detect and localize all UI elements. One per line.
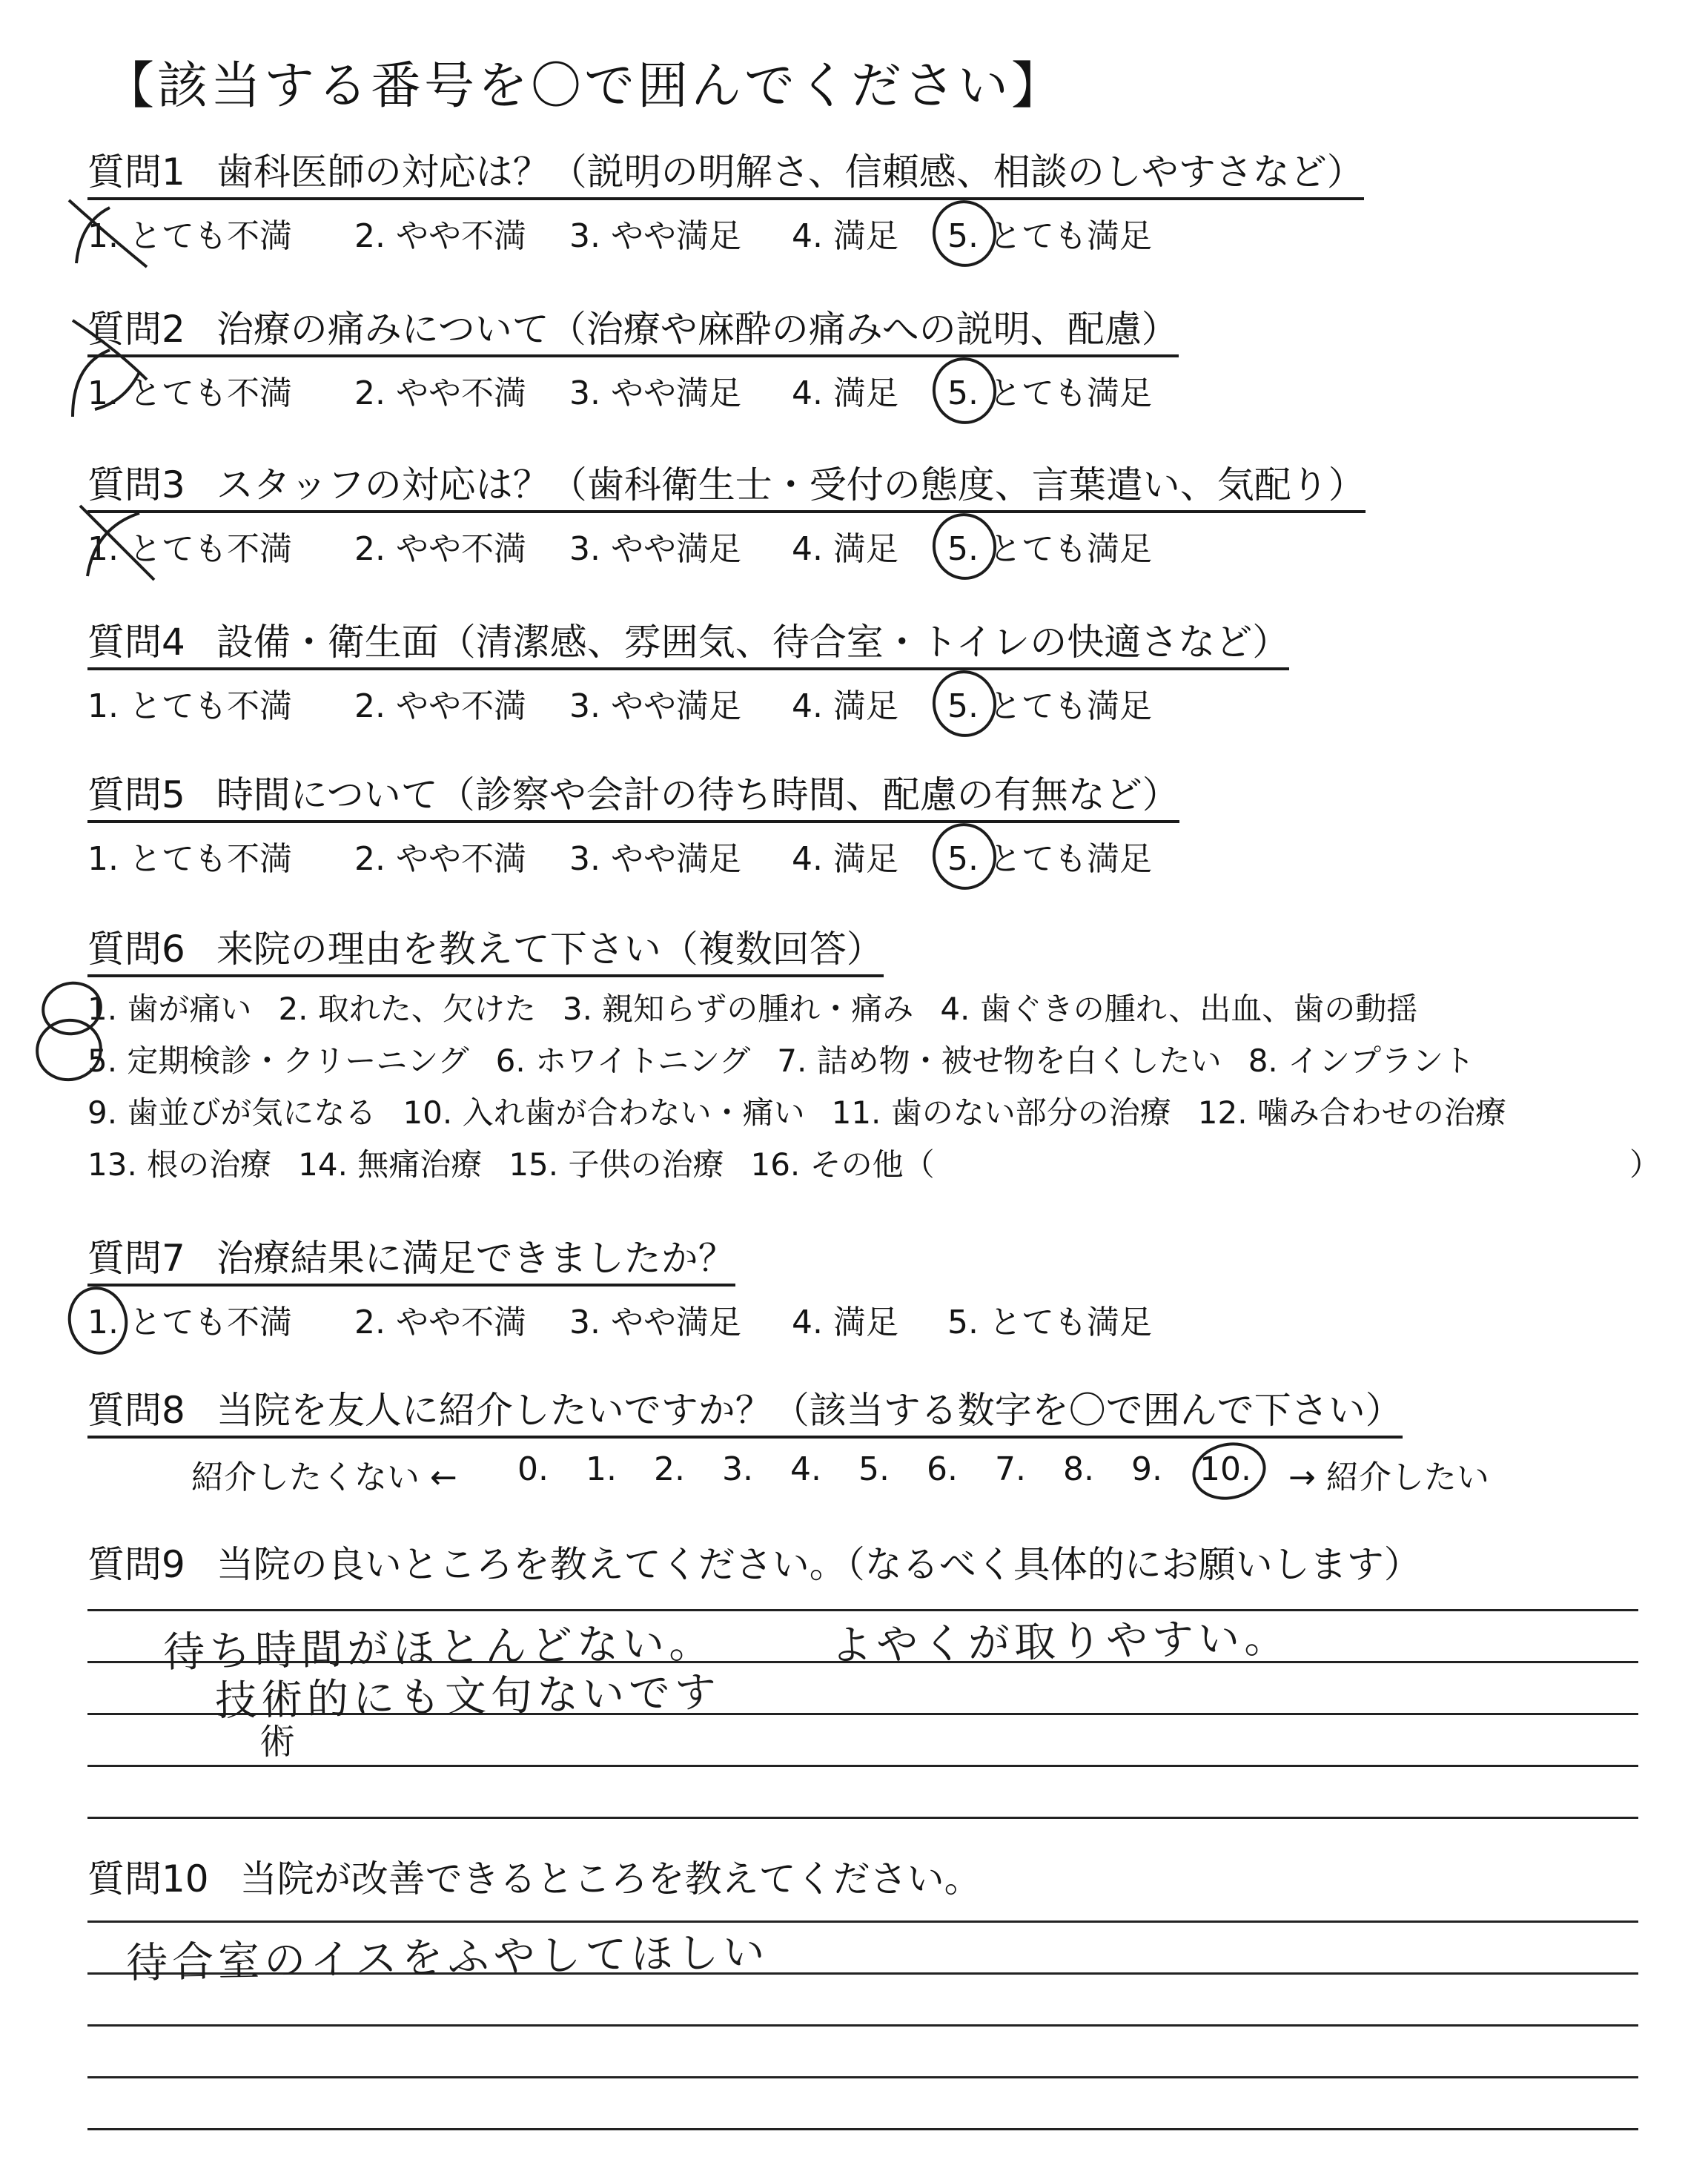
question-title: [87, 925, 884, 977]
question-text: 治療結果に満足できましたか？: [216, 1237, 735, 1280]
reason-option[interactable]: 15. 子供の治療: [509, 1146, 724, 1183]
question-7: [87, 1235, 1152, 1341]
rating-option-4[interactable]: 4. 満足: [792, 687, 898, 725]
rating-option-2[interactable]: 2. やや不満: [354, 530, 526, 568]
answer-line: [87, 1609, 1638, 1611]
question-number: 質問6: [87, 928, 185, 971]
question-number: 質問7: [87, 1237, 185, 1280]
rating-option-2[interactable]: 2. やや不満: [354, 217, 526, 255]
rating-option-3[interactable]: 3. やや満足: [569, 217, 741, 255]
reason-row: [87, 1037, 1501, 1081]
rating-option-5[interactable]: 5. とても満足: [947, 1304, 1152, 1341]
answer-line: [87, 1765, 1638, 1767]
reason-row: [87, 1140, 1661, 1185]
question-text: 当院を友人に紹介したいですか？（該当する数字を〇で囲んで下さい）: [216, 1389, 1403, 1432]
rating-option-5[interactable]: 5. とても満足: [947, 840, 1152, 878]
answer-line: [87, 2024, 1638, 2027]
rating-option-5[interactable]: 5. とても満足: [947, 374, 1152, 412]
rating-option-5[interactable]: 5. とても満足: [947, 217, 1152, 255]
reason-option[interactable]: 5. 定期検診・クリーニング: [87, 1043, 469, 1079]
question-number: 質問9: [87, 1543, 185, 1586]
question-8: [87, 1387, 1489, 1496]
question-4: [87, 618, 1290, 725]
question-title: [87, 148, 1364, 200]
question-text: 歯科医師の対応は？（説明の明解さ、信頼感、相談のしやすさなど）: [216, 151, 1364, 194]
scale-option-0[interactable]: 0.: [517, 1450, 549, 1488]
rating-option-3[interactable]: 3. やや満足: [569, 1304, 741, 1341]
rating-option-4[interactable]: 4. 満足: [792, 217, 898, 255]
question-9: [87, 1541, 1421, 1588]
rating-option-3[interactable]: 3. やや満足: [569, 530, 741, 568]
scale-option-3[interactable]: 3.: [722, 1450, 753, 1488]
scale-option-5[interactable]: 5.: [858, 1450, 890, 1488]
reason-option[interactable]: 7. 詰め物・被せ物を白くしたい: [777, 1043, 1222, 1079]
rating-option-1[interactable]: 1. とても不満: [87, 530, 292, 568]
question-title: [87, 1855, 982, 1903]
handwritten-answer: 術: [259, 1720, 300, 1763]
question-text: 当院の良いところを教えてください。（なるべく具体的にお願いします）: [216, 1543, 1421, 1586]
question-title: [87, 1387, 1403, 1439]
question-title: [87, 1541, 1421, 1588]
rating-option-3[interactable]: 3. やや満足: [569, 840, 741, 878]
answer-line: [87, 1920, 1638, 1923]
reason-row: [87, 985, 1444, 1029]
scale-option-4[interactable]: 4.: [790, 1450, 821, 1488]
other-close-paren: ）: [1629, 1146, 1661, 1183]
rating-option-2[interactable]: 2. やや不満: [354, 687, 526, 725]
answer-line: [87, 2076, 1638, 2078]
rating-option-5[interactable]: 5. とても満足: [947, 687, 1152, 725]
question-text: 当院が改善できるところを教えてください。: [239, 1857, 982, 1900]
reason-row: [87, 1089, 1533, 1133]
handwritten-answer: 待ち時間がほとんどない。: [162, 1619, 715, 1677]
scale-option-10[interactable]: 10.: [1199, 1450, 1251, 1488]
answer-line: [87, 2128, 1638, 2130]
question-1: [87, 148, 1364, 255]
question-title: [87, 461, 1366, 513]
rating-option-1[interactable]: 1. とても不満: [87, 217, 292, 255]
rating-option-3[interactable]: 3. やや満足: [569, 374, 741, 412]
question-number: 質問2: [87, 308, 185, 351]
recommend-right-label: → 紹介したい: [1288, 1459, 1489, 1496]
rating-option-2[interactable]: 2. やや不満: [354, 840, 526, 878]
question-number: 質問3: [87, 463, 185, 506]
rating-option-5[interactable]: 5. とても満足: [947, 530, 1152, 568]
rating-option-1[interactable]: 1. とても不満: [87, 687, 292, 725]
rating-option-4[interactable]: 4. 満足: [792, 1304, 898, 1341]
handwritten-answer: 待合室のイスをふやしてほしい: [125, 1928, 770, 1988]
reason-option[interactable]: 6. ホワイトニング: [495, 1043, 751, 1079]
question-6: [87, 925, 1661, 1183]
reason-option[interactable]: 2. 取れた、欠けた: [278, 991, 536, 1027]
page-title: 【該当する番号を〇で囲んでください】: [104, 57, 1065, 116]
question-title: [87, 305, 1179, 357]
question-number: 質問4: [87, 621, 185, 664]
question-number: 質問8: [87, 1389, 185, 1432]
scale-option-2[interactable]: 2.: [654, 1450, 685, 1488]
rating-option-4[interactable]: 4. 満足: [792, 374, 898, 412]
rating-option-4[interactable]: 4. 満足: [792, 530, 898, 568]
question-title: [87, 618, 1289, 670]
rating-option-2[interactable]: 2. やや不満: [354, 374, 526, 412]
question-5: [87, 771, 1179, 878]
rating-option-2[interactable]: 2. やや不満: [354, 1304, 526, 1341]
question-number: 質問10: [87, 1857, 209, 1900]
question-number: 質問1: [87, 151, 185, 194]
recommend-left-label: 紹介したくない ←: [191, 1459, 457, 1496]
scale-option-1[interactable]: 1.: [586, 1450, 617, 1488]
reason-option[interactable]: 4. 歯ぐきの腫れ、出血、歯の動揺: [940, 991, 1418, 1027]
reason-option[interactable]: 1. 歯が痛い: [87, 991, 252, 1027]
question-title: [87, 1235, 735, 1287]
reason-option[interactable]: 14. 無痛治療: [298, 1146, 483, 1183]
reason-option[interactable]: 12. 噛み合わせの治療: [1197, 1094, 1506, 1131]
answer-line: [87, 1817, 1638, 1819]
reason-option[interactable]: 13. 根の治療: [87, 1146, 272, 1183]
question-text: 設備・衛生面（清潔感、雰囲気、待合室・トイレの快適さなど）: [216, 621, 1290, 664]
reason-option[interactable]: 16. その他（: [750, 1146, 935, 1183]
rating-option-4[interactable]: 4. 満足: [792, 840, 898, 878]
question-text: 来院の理由を教えて下さい（複数回答）: [216, 928, 884, 971]
scale-option-6[interactable]: 6.: [927, 1450, 958, 1488]
reason-option[interactable]: 3. 親知らずの腫れ・痛み: [562, 991, 914, 1027]
question-text: スタッフの対応は？（歯科衛生士・受付の態度、言葉遣い、気配り）: [216, 463, 1366, 506]
question-3: [87, 461, 1366, 568]
rating-option-1[interactable]: 1. とても不満: [87, 840, 292, 878]
reason-option[interactable]: 8. インプラント: [1248, 1043, 1475, 1079]
rating-option-1[interactable]: 1. とても不満: [87, 374, 292, 412]
scale-option-7[interactable]: 7.: [995, 1450, 1026, 1488]
reason-option[interactable]: 11. 歯のない部分の治療: [831, 1094, 1171, 1131]
question-text: 治療の痛みについて（治療や麻酔の痛みへの説明、配慮）: [216, 308, 1179, 351]
question-number: 質問5: [87, 773, 185, 816]
rating-option-3[interactable]: 3. やや満足: [569, 687, 741, 725]
question-2: [87, 305, 1179, 412]
scale-option-8[interactable]: 8.: [1063, 1450, 1094, 1488]
handwritten-answer: 技術的にも文句ないです: [214, 1668, 721, 1725]
reason-option[interactable]: 10. 入れ歯が合わない・痛い: [403, 1094, 805, 1131]
handwritten-answer: よやくが取りやすい。: [830, 1614, 1291, 1671]
question-title: [87, 771, 1179, 823]
question-10: [87, 1855, 982, 1903]
rating-option-1[interactable]: 1. とても不満: [87, 1304, 292, 1341]
reason-option[interactable]: 9. 歯並びが気になる: [87, 1094, 377, 1131]
scale-option-9[interactable]: 9.: [1131, 1450, 1162, 1488]
question-text: 時間について（診察や会計の待ち時間、配慮の有無など）: [216, 773, 1179, 816]
